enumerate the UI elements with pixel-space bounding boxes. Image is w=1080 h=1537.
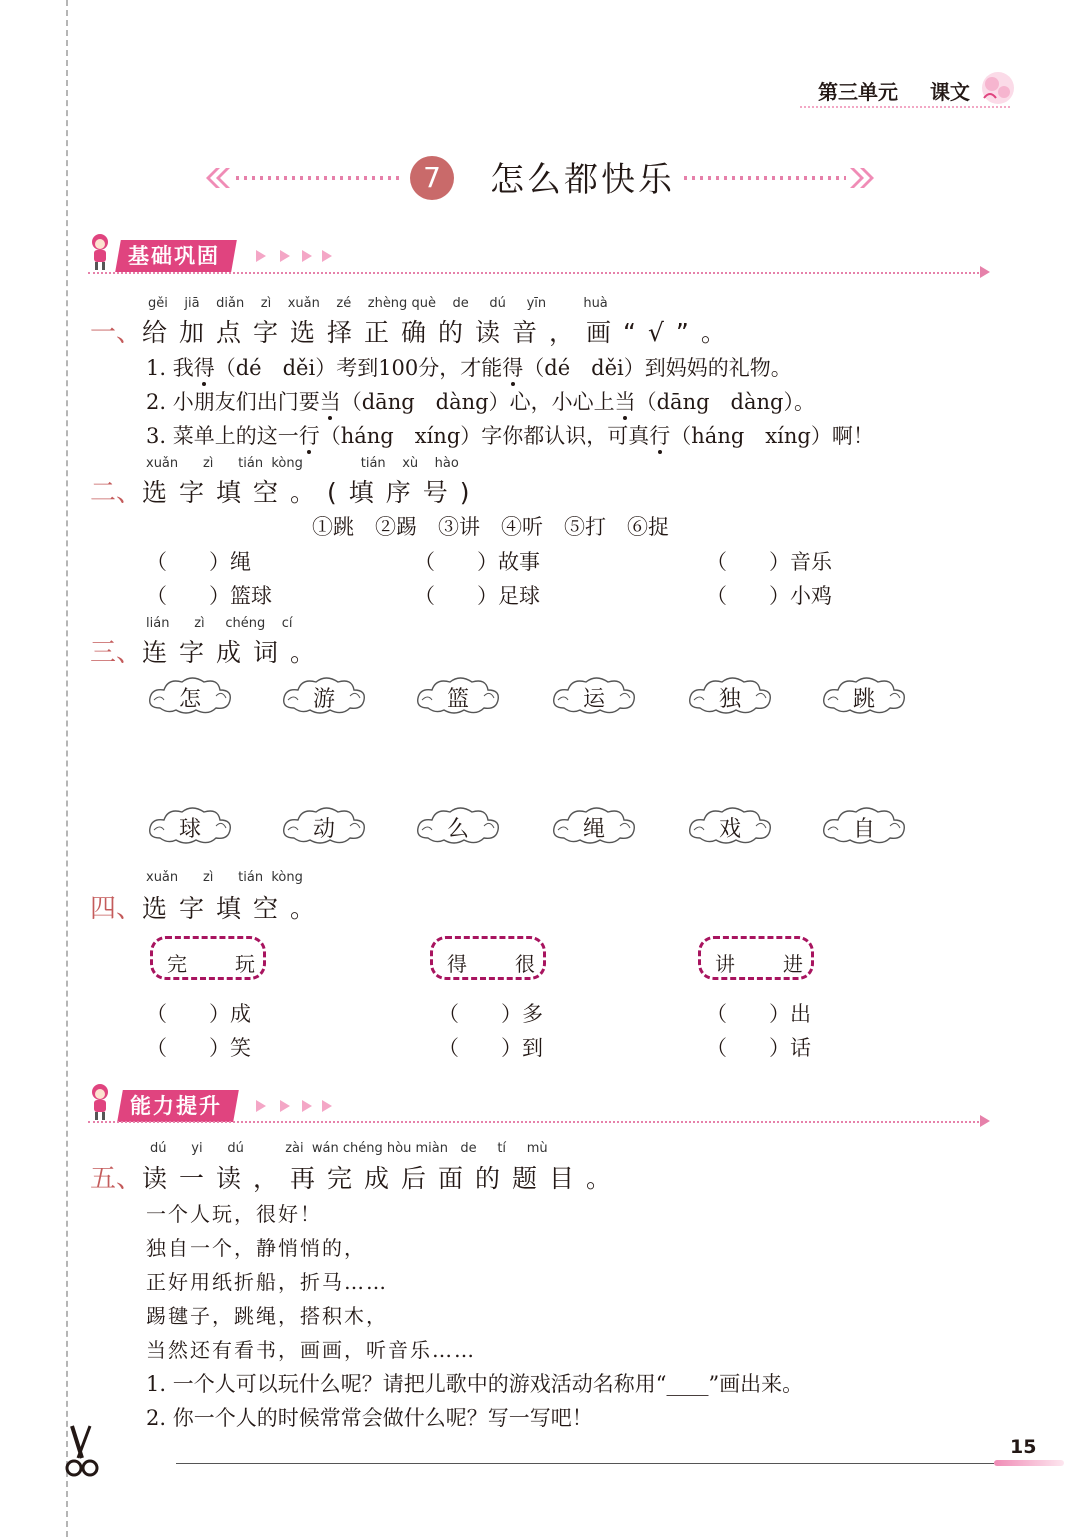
- cloud-char-text: 戏: [718, 817, 741, 842]
- q1-number: 一、: [90, 318, 143, 348]
- char-choice-frame: [430, 936, 546, 980]
- cloud-char[interactable]: [280, 674, 368, 718]
- q1-text: 给加点字选择正确的读音，画“√”。: [142, 318, 738, 347]
- cloud-char-text: 篮: [446, 687, 469, 712]
- q4-blank[interactable]: （ ）到: [438, 1036, 543, 1060]
- section-divider: [88, 1121, 983, 1123]
- cloud-char-text: 绳: [582, 817, 605, 842]
- cloud-char-text: 球: [178, 817, 201, 842]
- poem-line: 一个人玩，很好！: [146, 1202, 322, 1226]
- q5-number: 五、: [90, 1164, 143, 1194]
- cut-line: [66, 0, 68, 1537]
- q2-blank[interactable]: （ ）篮球: [146, 584, 272, 608]
- cloud-char-text: 游: [312, 687, 335, 712]
- choice-char: 完: [167, 952, 187, 976]
- q2-heading: [90, 472, 482, 509]
- q3-number: 三、: [90, 638, 143, 668]
- choice-char: 得: [447, 952, 467, 976]
- divider-arrow-icon: [980, 264, 992, 280]
- cloud-char[interactable]: [550, 804, 638, 848]
- cloud-char[interactable]: [550, 674, 638, 718]
- dotted-char: 得: [502, 356, 524, 380]
- cloud-char[interactable]: [686, 804, 774, 848]
- q2-text: 选字填空。(填序号): [142, 478, 482, 507]
- q2-options: ①跳 ②踢 ③讲 ④听 ⑤打 ⑥捉: [312, 515, 669, 539]
- q5-question-2: 2. 你一个人的时候常常会做什么呢？写一写吧！: [146, 1406, 593, 1430]
- cloud-char[interactable]: [820, 674, 908, 718]
- q1-item-1: 1. 我得（dé děi）考到100分，才能得（dé děi）到妈妈的礼物。: [146, 356, 792, 380]
- girl-icon: [88, 232, 112, 272]
- page-number: 15: [1010, 1436, 1037, 1458]
- cloud-char-text: 独: [718, 687, 741, 712]
- cloud-char[interactable]: [414, 674, 502, 718]
- cloud-char-text: 跳: [852, 687, 875, 712]
- dotted-char: 行: [649, 424, 671, 448]
- cloud-char[interactable]: [686, 674, 774, 718]
- q4-heading: [90, 888, 327, 925]
- cloud-char[interactable]: [280, 804, 368, 848]
- q4-blank[interactable]: （ ）笑: [146, 1036, 251, 1060]
- q4-blank[interactable]: （ ）出: [706, 1002, 811, 1026]
- q4-blank[interactable]: （ ）话: [706, 1036, 811, 1060]
- q1-heading: [90, 312, 738, 349]
- poem-line: 当然还有看书，画画，听音乐……: [146, 1338, 476, 1362]
- footer-line: [176, 1463, 994, 1464]
- q2-blank[interactable]: （ ）音乐: [706, 550, 832, 574]
- unit-header: [818, 76, 970, 105]
- q4-blank[interactable]: （ ）多: [438, 1002, 543, 1026]
- dotted-char: 当: [614, 390, 636, 414]
- poem-line: 正好用纸折船，折马……: [146, 1270, 388, 1294]
- section-basic-banner: 基础巩固: [115, 240, 237, 272]
- q1-pinyin: gěi jiā diǎn zì xuǎn zé zhèng què de dú yīn huà: [148, 296, 608, 311]
- unit-kind: 课文: [929, 80, 970, 104]
- dotted-char: 当: [319, 390, 341, 414]
- choice-char: 很: [515, 952, 535, 976]
- q2-blank[interactable]: （ ）绳: [146, 550, 251, 574]
- poem-line: 独自一个，静悄悄的，: [146, 1236, 366, 1260]
- q3-heading: [90, 632, 327, 669]
- cloud-char-text: 自: [852, 817, 875, 842]
- unit-label: 第三单元: [818, 80, 898, 104]
- q1-item-3: 3. 菜单上的这一行（háng xíng）字你都认识，可真行（háng xíng）啊！: [146, 424, 874, 448]
- dotted-char: 行: [298, 424, 320, 448]
- divider-arrow-icon: [980, 1113, 992, 1129]
- cloud-char[interactable]: [414, 804, 502, 848]
- choice-char: 玩: [235, 952, 255, 976]
- dotted-char: 得: [193, 356, 215, 380]
- header-underline: [800, 106, 1010, 108]
- cloud-char-text: 运: [582, 687, 605, 712]
- q4-pinyin: xuǎn zì tián kòng: [146, 870, 303, 885]
- poem-line: 踢毽子，跳绳，搭积木，: [146, 1304, 388, 1328]
- cloud-char-text: 么: [446, 817, 469, 842]
- q3-pinyin: lián zì chéng cí: [146, 616, 293, 631]
- q2-blank[interactable]: （ ）故事: [414, 550, 540, 574]
- char-choice-frame: [698, 936, 814, 980]
- girl-icon: [88, 1082, 112, 1122]
- cloud-char[interactable]: [820, 804, 908, 848]
- cloud-char[interactable]: [146, 674, 234, 718]
- q5-question-1: 1. 一个人可以玩什么呢？请把儿歌中的游戏活动名称用“____”画出来。: [146, 1372, 804, 1396]
- flower-icon: [978, 68, 1018, 108]
- q2-blank[interactable]: （ ）足球: [414, 584, 540, 608]
- scissors-icon: [60, 1424, 104, 1480]
- arrow-decoration: [252, 1096, 342, 1116]
- section-ability-banner: 能力提升: [117, 1090, 239, 1122]
- q4-text: 选字填空。: [142, 894, 328, 923]
- q3-text: 连字成词。: [142, 638, 328, 667]
- cloud-char-text: 怎: [178, 687, 201, 712]
- q2-blank[interactable]: （ ）小鸡: [706, 584, 832, 608]
- lesson-title: 怎么都快乐: [490, 160, 675, 200]
- cloud-char[interactable]: [146, 804, 234, 848]
- q1-item-2: 2. 小朋友们出门要当（dāng dàng）心，小心上当（dāng dàng）。: [146, 390, 815, 414]
- lesson-number: 7: [410, 156, 454, 200]
- q4-blank[interactable]: （ ）成: [146, 1002, 251, 1026]
- q5-heading: [90, 1158, 623, 1195]
- choice-char: 讲: [715, 952, 735, 976]
- q5-text: 读一读，再完成后面的题目。: [142, 1164, 624, 1193]
- cloud-char-text: 动: [312, 817, 335, 842]
- q5-pinyin: dú yi dú zài wán chéng hòu miàn de tí mù: [150, 1141, 548, 1156]
- q2-number: 二、: [90, 478, 143, 508]
- arrow-decoration: [252, 246, 342, 266]
- section-divider: [88, 272, 983, 274]
- q4-number: 四、: [90, 894, 143, 924]
- choice-char: 进: [783, 952, 803, 976]
- char-choice-frame: [150, 936, 266, 980]
- footer-accent: [994, 1460, 1064, 1466]
- q2-pinyin: xuǎn zì tián kòng tián xù hào: [146, 456, 459, 471]
